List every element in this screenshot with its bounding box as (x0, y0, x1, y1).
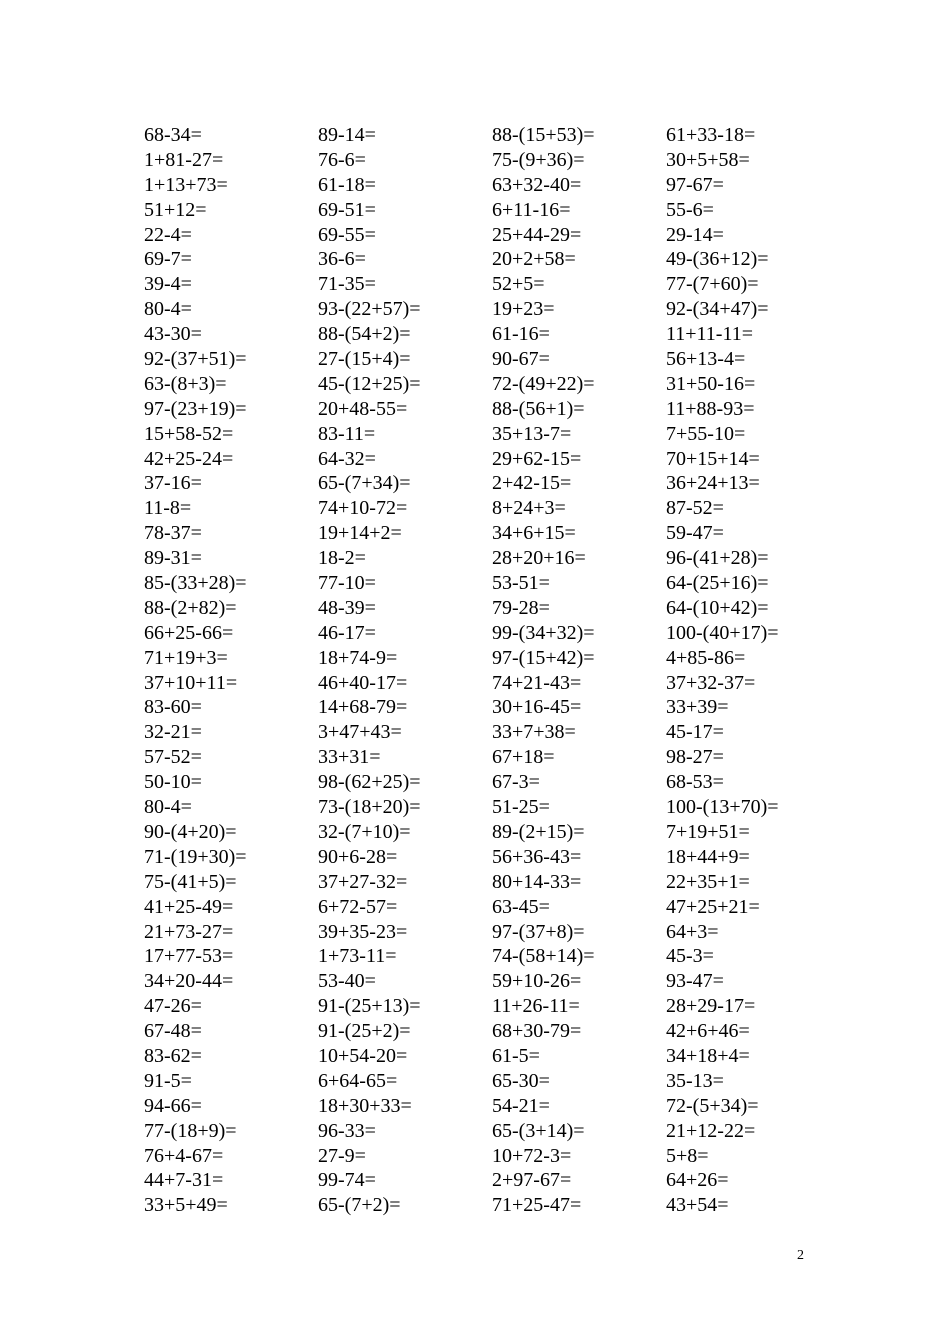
math-problem: 7+55-10= (666, 422, 746, 445)
math-problem: 99-74= (318, 1169, 376, 1192)
math-problem: 88-(54+2)= (318, 323, 411, 346)
math-problem: 22-4= (144, 223, 192, 246)
math-problem: 33+39= (666, 696, 729, 719)
math-problem: 22+35+1= (666, 870, 750, 893)
math-problem: 91-(25+13)= (318, 995, 421, 1018)
math-problem: 64-(10+42)= (666, 596, 769, 619)
math-problem: 51-25= (492, 796, 550, 819)
math-problem: 80-4= (144, 298, 192, 321)
math-problem: 70+15+14= (666, 447, 760, 470)
math-problem: 8+24+3= (492, 497, 566, 520)
math-problem: 2+42-15= (492, 472, 572, 495)
math-problem: 19+14+2= (318, 522, 402, 545)
math-problem: 25+44-29= (492, 223, 582, 246)
math-problem: 90+6-28= (318, 845, 398, 868)
math-problem: 69-55= (318, 223, 376, 246)
math-problem: 39-4= (144, 273, 192, 296)
math-problem: 47+25+21= (666, 895, 760, 918)
math-problem: 71+25-47= (492, 1194, 582, 1217)
math-problem: 45-3= (666, 945, 714, 968)
math-problem: 98-27= (666, 746, 724, 769)
math-problem: 61-5= (492, 1044, 540, 1067)
page-number: 2 (797, 1248, 804, 1263)
math-problem: 5+8= (666, 1144, 709, 1167)
math-problem: 97-67= (666, 173, 724, 196)
math-problem: 53-40= (318, 970, 376, 993)
math-problem: 83-62= (144, 1044, 202, 1067)
math-problem: 93-47= (666, 970, 724, 993)
math-problem: 61+33-18= (666, 124, 756, 146)
math-problem: 89-14= (318, 124, 376, 146)
math-problem: 11+11-11= (666, 323, 753, 346)
math-problem: 32-(7+10)= (318, 820, 411, 843)
math-problem: 65-(3+14)= (492, 1119, 585, 1142)
math-problem: 77-10= (318, 572, 376, 595)
math-problem: 64-(25+16)= (666, 572, 769, 595)
math-problem: 65-(7+34)= (318, 472, 411, 495)
math-problem: 64+3= (666, 920, 719, 943)
math-problem: 20+2+58= (492, 248, 576, 271)
math-problem: 35-13= (666, 1069, 724, 1092)
math-problem: 56+36-43= (492, 845, 582, 868)
math-problem: 71-(19+30)= (144, 845, 247, 868)
math-problem: 29-14= (666, 223, 724, 246)
math-problem: 74+10-72= (318, 497, 408, 520)
math-problem: 29+62-15= (492, 447, 582, 470)
math-problem: 51+12= (144, 198, 207, 221)
math-problem: 28+29-17= (666, 995, 756, 1018)
math-problem: 88-(15+53)= (492, 124, 595, 146)
math-problem: 76-6= (318, 148, 366, 171)
math-problem: 83-60= (144, 696, 202, 719)
math-problem: 15+58-52= (144, 422, 234, 445)
math-problem: 37+27-32= (318, 870, 408, 893)
math-problem: 14+68-79= (318, 696, 408, 719)
math-problem: 34+6+15= (492, 522, 576, 545)
math-problem: 97-(37+8)= (492, 920, 585, 943)
math-problem: 37-16= (144, 472, 202, 495)
math-problem: 91-5= (144, 1069, 192, 1092)
math-problem: 19+23= (492, 298, 555, 321)
math-problem: 36+24+13= (666, 472, 760, 495)
math-problem: 88-(2+82)= (144, 596, 237, 619)
math-problem: 65-(7+2)= (318, 1194, 401, 1217)
math-problem: 34+18+4= (666, 1044, 750, 1067)
math-problem: 34+20-44= (144, 970, 234, 993)
math-problem: 1+13+73= (144, 173, 228, 196)
math-problem: 18+44+9= (666, 845, 750, 868)
math-problem: 3+47+43= (318, 721, 402, 744)
math-problem: 79-28= (492, 596, 550, 619)
math-problem: 71-35= (318, 273, 376, 296)
math-problem: 57-52= (144, 746, 202, 769)
math-problem: 76+4-67= (144, 1144, 224, 1167)
math-problem: 27-9= (318, 1144, 366, 1167)
math-problem: 97-(15+42)= (492, 646, 595, 669)
math-problem: 11+26-11= (492, 995, 580, 1018)
math-problem: 28+20+16= (492, 547, 586, 570)
math-problem: 11+88-93= (666, 397, 755, 420)
math-problem: 33+5+49= (144, 1194, 228, 1217)
math-problem: 20+48-55= (318, 397, 408, 420)
math-problem: 99-(34+32)= (492, 621, 595, 644)
math-problem: 11-8= (144, 497, 192, 520)
math-problem: 1+81-27= (144, 148, 224, 171)
math-problem: 41+25-49= (144, 895, 234, 918)
math-problem: 93-(22+57)= (318, 298, 421, 321)
math-problem: 45-(12+25)= (318, 372, 421, 395)
math-problem: 61-16= (492, 323, 550, 346)
math-problem: 35+13-7= (492, 422, 572, 445)
math-problem: 66+25-66= (144, 621, 234, 644)
math-problem: 63-45= (492, 895, 550, 918)
math-problem: 55-6= (666, 198, 714, 221)
math-problem: 18+30+33= (318, 1094, 412, 1117)
math-problem: 96-(41+28)= (666, 547, 769, 570)
math-problem: 6+72-57= (318, 895, 398, 918)
math-problem: 77-(7+60)= (666, 273, 759, 296)
math-problem: 67-48= (144, 1020, 202, 1043)
math-problem: 63-(8+3)= (144, 372, 227, 395)
math-problem: 6+64-65= (318, 1069, 398, 1092)
math-problem: 75-(41+5)= (144, 870, 237, 893)
math-problem: 4+85-86= (666, 646, 746, 669)
math-problem: 7+19+51= (666, 820, 750, 843)
problem-column-3 (492, 123, 595, 1218)
math-problem: 6+11-16= (492, 198, 571, 221)
math-problem: 72-(49+22)= (492, 372, 595, 395)
math-problem: 65-30= (492, 1069, 550, 1092)
math-problem: 85-(33+28)= (144, 572, 247, 595)
math-problem: 33+7+38= (492, 721, 576, 744)
math-problem: 46+40-17= (318, 671, 408, 694)
math-problem: 39+35-23= (318, 920, 408, 943)
math-problem: 68-53= (666, 771, 724, 794)
math-problem: 92-(34+47)= (666, 298, 769, 321)
math-problem: 90-(4+20)= (144, 820, 237, 843)
math-problem: 67-3= (492, 771, 540, 794)
math-problem: 21+12-22= (666, 1119, 756, 1142)
math-problem: 45-17= (666, 721, 724, 744)
math-problem: 46-17= (318, 621, 376, 644)
math-problem: 32-21= (144, 721, 202, 744)
math-problem: 98-(62+25)= (318, 771, 421, 794)
math-problem: 21+73-27= (144, 920, 234, 943)
math-problem: 83-11= (318, 422, 376, 445)
math-problem: 80+14-33= (492, 870, 582, 893)
math-problem: 50-10= (144, 771, 202, 794)
math-problem: 10+72-3= (492, 1144, 572, 1167)
math-problem: 30+5+58= (666, 148, 750, 171)
math-problem: 88-(56+1)= (492, 397, 585, 420)
math-problem: 33+31= (318, 746, 381, 769)
math-problem: 52+5= (492, 273, 545, 296)
math-problem: 53-51= (492, 572, 550, 595)
math-problem: 75-(9+36)= (492, 148, 585, 171)
math-problem: 87-52= (666, 497, 724, 520)
math-problem: 100-(13+70)= (666, 796, 779, 819)
math-problem: 69-51= (318, 198, 376, 221)
math-problem: 42+25-24= (144, 447, 234, 470)
math-problem: 90-67= (492, 348, 550, 371)
math-problem: 78-37= (144, 522, 202, 545)
math-problem: 59+10-26= (492, 970, 582, 993)
math-problem: 91-(25+2)= (318, 1020, 411, 1043)
math-problem: 97-(23+19)= (144, 397, 247, 420)
math-problem: 96-33= (318, 1119, 376, 1142)
math-problem: 18+74-9= (318, 646, 398, 669)
math-problem: 59-47= (666, 522, 724, 545)
math-problem: 61-18= (318, 173, 376, 196)
math-problem: 69-7= (144, 248, 192, 271)
math-problem: 48-39= (318, 596, 376, 619)
math-problem: 74+21-43= (492, 671, 582, 694)
math-problem: 89-(2+15)= (492, 820, 585, 843)
math-problem: 67+18= (492, 746, 555, 769)
math-problem: 30+16-45= (492, 696, 582, 719)
math-problem: 17+77-53= (144, 945, 234, 968)
math-problem: 63+32-40= (492, 173, 582, 196)
math-problem: 47-26= (144, 995, 202, 1018)
math-problem: 94-66= (144, 1094, 202, 1117)
math-problem: 43+54= (666, 1194, 729, 1217)
problem-column-2 (318, 123, 421, 1218)
math-problem: 36-6= (318, 248, 366, 271)
math-problem: 37+32-37= (666, 671, 756, 694)
math-problem: 72-(5+34)= (666, 1094, 759, 1117)
math-problem: 1+73-11= (318, 945, 397, 968)
math-problem: 10+54-20= (318, 1044, 408, 1067)
math-problem: 100-(40+17)= (666, 621, 779, 644)
math-problem: 37+10+11= (144, 671, 238, 694)
math-problem: 44+7-31= (144, 1169, 224, 1192)
math-problem: 27-(15+4)= (318, 348, 411, 371)
math-problem: 68-34= (144, 124, 202, 146)
math-problem: 56+13-4= (666, 348, 746, 371)
math-problem: 31+50-16= (666, 372, 756, 395)
math-problem: 49-(36+12)= (666, 248, 769, 271)
math-problem: 64-32= (318, 447, 376, 470)
math-problem: 43-30= (144, 323, 202, 346)
math-problem: 77-(18+9)= (144, 1119, 237, 1142)
math-problem: 54-21= (492, 1094, 550, 1117)
math-problem: 80-4= (144, 796, 192, 819)
problem-column-1 (144, 123, 247, 1218)
math-problem: 71+19+3= (144, 646, 228, 669)
math-problem: 42+6+46= (666, 1020, 750, 1043)
math-problem: 18-2= (318, 547, 366, 570)
math-problem: 64+26= (666, 1169, 729, 1192)
math-problem: 89-31= (144, 547, 202, 570)
math-problem: 2+97-67= (492, 1169, 572, 1192)
math-problem: 73-(18+20)= (318, 796, 421, 819)
math-problem: 68+30-79= (492, 1020, 582, 1043)
problem-column-4 (666, 123, 779, 1218)
math-problem: 92-(37+51)= (144, 348, 247, 371)
math-problem: 74-(58+14)= (492, 945, 595, 968)
